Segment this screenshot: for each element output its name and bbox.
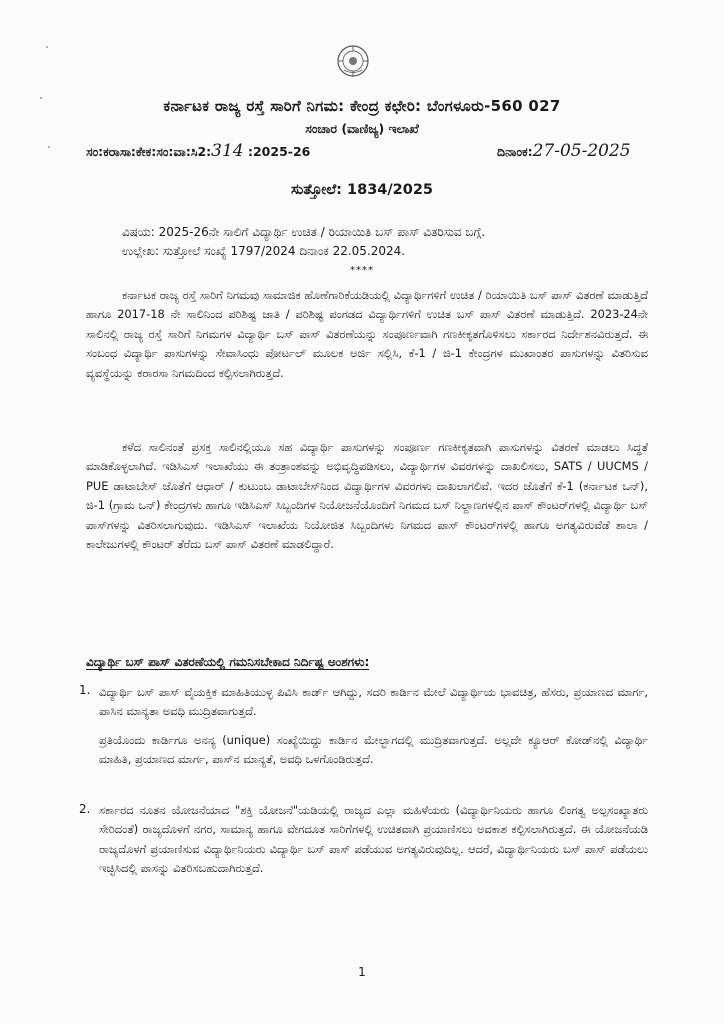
points-heading [86,655,369,670]
point-2-text: ಸರ್ಕಾರದ ನೂತನ ಯೋಜನೆಯಾದ "ಶಕ್ತಿ ಯೋಜನೆ"ಯಡಿಯಲ್ಲಿ ರಾಜ್ಯದ ಎಲ್ಲಾ ಮಹಿಳೆಯರು (ವಿದ್ಯಾರ್ಥಿನಿಯರು ಹಾಗೂ ಲಿಂಗತ್ವ ಅಲ್ಪಸಂಖ್ಯಾತರು ಸೇರಿದಂತೆ) ರಾಜ್ಯದೊಳಗೆ ನಗರ, ಸಾಮಾನ್ಯ ಹಾಗೂ ವೇಗದೂತ ಸಾರಿಗೆಗಳಲ್ಲಿ ಉಚಿತವಾಗಿ ಪ್ರಯಾಣಿಸಲು ಅವಕಾಶ ಕಲ್ಪಿಸಲಾಗಿರುತ್ತದೆ. ಈ ಯೋಜನೆಯಡಿ ರಾಜ್ಯದೊಳಗೆ ಪ್ರಯಾಣಿಸುವ ವಿದ್ಯಾರ್ಥಿನಿಯರು ವಿದ್ಯಾರ್ಥಿ ಬಸ್ ಪಾಸ್ ಪಡೆಯುವ ಅಗತ್ಯವಿರುವುದಿಲ್ಲ. ಆದರೆ, ವಿದ್ಯಾರ್ಥಿನಿಯರು ಬಸ್ ಪಾಸ್ ಪಡೆಯಲು ಇಚ್ಛಿಸಿದಲ್ಲಿ ಪಾಸನ್ನು ವಿತರಿಸಬಹುದಾಗಿರುತ್ತದೆ. [99,803,648,876]
scan-speck [46,46,48,48]
point-1-number: 1. [79,683,91,697]
subject-line: ವಿಷಯ: 2025-26ನೇ ಸಾಲಿಗೆ ವಿದ್ಯಾರ್ಥಿ ಉಚಿತ / ರಿಯಾಯಿತಿ ಬಸ್ ಪಾಸ್ ವಿತರಿಸುವ ಬಗ್ಗೆ. [122,225,486,239]
ksrtc-emblem-icon [336,44,370,78]
point-2-number: 2. [79,802,91,816]
subject-block [122,223,485,261]
point-1-text: ವಿದ್ಯಾರ್ಥಿ ಬಸ್ ಪಾಸ್ ವೈಯಕ್ತಿಕ ಮಾಹಿತಿಯುಳ್ಳ ಪಿವಿಸಿ ಕಾರ್ಡ್ ಆಗಿದ್ದು, ಸದರಿ ಕಾರ್ಡಿನ ಮೇಲೆ ವಿದ್ಯಾರ್ಥಿಯ ಭಾವಚಿತ್ರ, ಹೆಸರು, ಪ್ರಯಾಣದ ಮಾರ್ಗ, ಪಾಸಿನ ಮಾನ್ಯತಾ ಅವಧಿ ಮುದ್ರಿತವಾಗುತ್ತದೆ. [99,685,648,719]
scan-speck [48,146,50,148]
date-value: 27-05-2025 [532,141,631,161]
points-heading-text: ವಿದ್ಯಾರ್ಥಿ ಬಸ್ ಪಾಸ್ ವಿತರಣೆಯಲ್ಲಿ ಗಮನಿಸಬೇಕಾದ ನಿರ್ದಿಷ್ಟ ಅಂಶಗಳು: [86,655,370,669]
page-number: 1 [358,965,366,979]
reference-prefix: ಸಂ:ಕರಾಸಾ:ಕೇಕ:ಸಂ:ವಾ:ಸಿ2: [86,144,212,159]
paragraph-1: ಕರ್ನಾಟಕ ರಾಜ್ಯ ರಸ್ತೆ ಸಾರಿಗೆ ನಿಗಮವು ಸಾಮಾಜಿಕ ಹೊಣೆಗಾರಿಕೆಯಡಿಯಲ್ಲಿ ವಿದ್ಯಾರ್ಥಿಗಳಿಗೆ ಉಚಿತ / ರಿಯಾಯಿತಿ ಬಸ್ ಪಾಸ್ ವಿತರಣೆ ಮಾಡುತ್ತಿದೆ ಹಾಗೂ 2017-18 ನೇ ಸಾಲಿನಿಂದ ಪರಿಶಿಷ್ಟ ಜಾತಿ / ಪರಿಶಿಷ್ಟ ಪಂಗಡದ ವಿದ್ಯಾರ್ಥಿಗಳಿಗೆ ಉಚಿತ ಬಸ್ ಪಾಸ್ ವಿತರಣೆ ಮಾಡುತ್ತಿದೆ. 2023-24ನೇ ಸಾಲಿನಲ್ಲಿ ರಾಜ್ಯ ರಸ್ತೆ ಸಾರಿಗೆ ನಿಗಮಗಳ ವಿದ್ಯಾರ್ಥಿ ಬಸ್ ಪಾಸ್ ವಿತರಣೆಯನ್ನು ಸಂಪೂರ್ಣವಾಗಿ ಗಣಕೀಕೃತಗೊಳಿಸಲು ಸರ್ಕಾರದ ನಿರ್ದೇಶನವಿರುತ್ತದೆ. ಈ ಸಂಬಂಧ ವಿದ್ಯಾರ್ಥಿ ಪಾಸುಗಳನ್ನು ಸೇವಾಸಿಂಧು ಪೋರ್ಟಲ್ ಮೂಲಕ ಅರ್ಜಿ ಸಲ್ಲಿಸಿ, ಕೆ-1 / ಜಿ-1 ಕೇಂದ್ರಗಳ ಮುಖಾಂತರ ಪಾಸುಗಳನ್ನು ವಿತರಿಸುವ ವ್ಯವಸ್ಥೆಯನ್ನು ಕರಾರಸಾ ನಿಗಮದಿಂದ ಕಲ್ಪಿಸಲಾಗಿರುತ್ತದೆ. [86,288,648,380]
reference-line: ಉಲ್ಲೇಖ: ಸುತ್ತೋಲೆ ಸಂಖ್ಯೆ 1797/2024 ದಿನಾಂಕ 22.05.2024. [122,244,406,258]
reference-suffix: :2025-26 [243,144,311,159]
department-header: ಸಂಚಾರ (ವಾಣಿಜ್ಯ) ಇಲಾಖೆ [305,121,419,136]
date-line [497,141,631,161]
paragraph-2: ಕಳೆದ ಸಾಲಿನಂತೆ ಪ್ರಸಕ್ತ ಸಾಲಿನಲ್ಲಿಯೂ ಸಹ ವಿದ್ಯಾರ್ಥಿ ಪಾಸುಗಳನ್ನು ಸಂಪೂರ್ಣ ಗಣಕೀಕೃತವಾಗಿ ಪಾಸುಗಳನ್ನು ವಿತರಣೆ ಮಾಡಲು ಸಿದ್ಧತೆ ಮಾಡಿಕೊಳ್ಳಲಾಗಿದೆ. ಇಡಿಸಿಎಸ್ ಇಲಾಖೆಯು ಈ ತಂತ್ರಾಂಶವನ್ನು ಅಭಿವೃದ್ಧಿಪಡಿಸಲು, ವಿದ್ಯಾರ್ಥಿಗಳ ವಿವರಗಳನ್ನು ದಾಖಲಿಸಲು, SATS / UUCMS / PUE ಡಾಟಾಬೇಸ್ ಜೊತೆಗೆ ಆಧಾರ್ / ಕುಟುಂಬ ಡಾಟಾಬೇಸ್‌ನಿಂದ ವಿದ್ಯಾರ್ಥಿಗಳ ವಿವರಗಳು ದಾಖಲಾಗಲಿವೆ. ಇದರ ಜೊತೆಗೆ ಕೆ-1 (ಕರ್ನಾಟಕ ಒನ್), ಜಿ-1 (ಗ್ರಾಮ ಒನ್) ಕೇಂದ್ರಗಳು ಹಾಗೂ ಇಡಿಸಿಎಸ್ ಸಿಬ್ಬಂದಿಗಳ ನಿಯೋಜನೆಯೊಂದಿಗೆ ನಿಗಮದ ಬಸ್ ನಿಲ್ದಾಣಗಳಲ್ಲಿನ ಪಾಸ್ ಕೌಂಟರ್‌ಗಳಲ್ಲಿ ವಿದ್ಯಾರ್ಥಿ ಬಸ್ ಪಾಸ್‌ಗಳನ್ನು ವಿತರಿಸಲಾಗುವುದು. ಇಡಿಸಿಎಸ್ ಇಲಾಖೆಯ ನಿಯೋಜಿತ ಸಿಬ್ಬಂದಿಗಳು ನಿಗಮದ ಪಾಸ್ ಕೌಂಟರ್‌ಗಳಲ್ಲಿ ಹಾಗೂ ಅಗತ್ಯವಿರುವೆಡೆ ಶಾಲಾ / ಕಾಲೇಜುಗಳಲ್ಲಿ ಕೌಂಟರ್ ತೆರೆದು ಬಸ್ ಪಾಸ್ ವಿತರಣೆ ಮಾಡಲಿದ್ದಾರೆ. [86,440,648,552]
circular-title: ಸುತ್ತೋಲೆ: 1834/2025 [290,182,434,198]
separator: **** [350,265,374,276]
organisation-header: ಕರ್ನಾಟಕ ರಾಜ್ಯ ರಸ್ತೆ ಸಾರಿಗೆ ನಿಗಮ: ಕೇಂದ್ರ ಕಛೇರಿ: ಬೆಂಗಳೂರು-560 027 [163,97,561,115]
date-label: ದಿನಾಂಕ: [497,144,533,159]
reference-number-line [86,141,310,161]
point-1-text-continued: ಪ್ರತಿಯೊಂದು ಕಾರ್ಡಿಗೂ ಅನನ್ಯ (unique) ಸಂಖ್ಯೆಯಿದ್ದು ಕಾರ್ಡಿನ ಮೇಲ್ಭಾಗದಲ್ಲಿ ಮುದ್ರಿತವಾಗುತ್ತದೆ. ಅಲ್ಲದೇ ಕ್ಯೂಆರ್ ಕೋಡ್‌ನಲ್ಲಿ ವಿದ್ಯಾರ್ಥಿ ಮಾಹಿತಿ, ಪ್ರಯಾಣದ ಮಾರ್ಗ, ಪಾಸ್‌ನ ಮಾನ್ಯತೆ, ಅವಧಿ ಒಳಗೊಂಡಿರುತ್ತದೆ. [99,733,648,767]
reference-number-handwritten: 314 [211,141,244,161]
